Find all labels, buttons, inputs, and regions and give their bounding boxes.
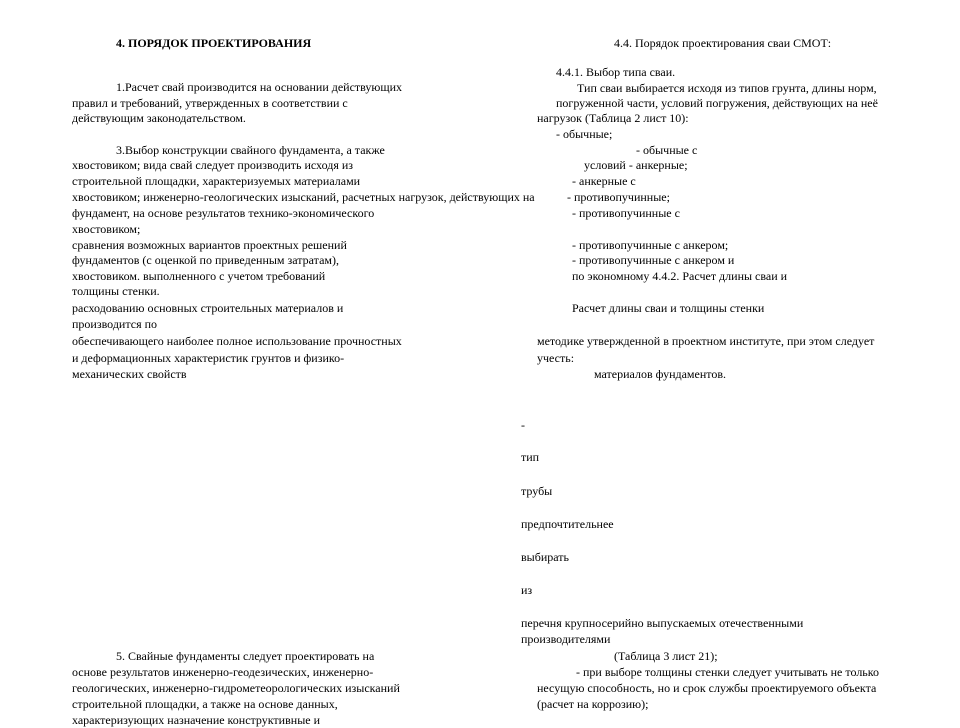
- right-word: тип: [521, 450, 540, 464]
- right-word: трубы: [521, 484, 553, 498]
- right-list-item: - обычные с: [636, 143, 698, 157]
- right-p3-line: несущую способность, но и срок службы проектируемого объекта: [537, 681, 877, 695]
- left-p3-line: и деформационных характеристик грунтов и физико-: [72, 351, 345, 365]
- right-p3-line: (Таблица 3 лист 21);: [614, 649, 718, 663]
- right-list-item: по экономному 4.4.2. Расчет длины сваи и: [572, 269, 788, 283]
- right-word: -: [521, 418, 525, 432]
- left-p3-line: обеспечивающего наиболее полное использование прочностных: [72, 334, 402, 348]
- left-p3-line: механических свойств: [72, 367, 187, 381]
- left-p1-line: 1.Расчет свай производится на основании действующих: [116, 80, 403, 94]
- right-list-item: - противопучинные с: [572, 206, 680, 220]
- right-p1-line: - обычные;: [556, 127, 613, 141]
- left-p3-line: расходованию основных строительных материалов и: [72, 301, 344, 315]
- right-p2-line: учесть:: [537, 351, 575, 365]
- right-p1-line: нагрузок (Таблица 2 лист 10):: [537, 111, 689, 125]
- right-list-item: Расчет длины сваи и толщины стенки: [572, 301, 765, 315]
- left-p3-line: хвостовиком;: [72, 222, 141, 236]
- left-p5-line: геологических, инженерно-гидрометеорологических изысканий: [72, 681, 400, 695]
- right-word: из: [521, 583, 533, 597]
- right-p3-line: производителями: [521, 632, 611, 646]
- left-p3-line: хвостовиком; инженерно-геологических изысканий, расчетных нагрузок, действующих на: [72, 190, 535, 204]
- right-word: предпочтительнее: [521, 517, 614, 531]
- left-p3-line: фундаментов (с оценкой по приведенным затратам),: [72, 253, 339, 267]
- left-p1-line: действующим законодательством.: [72, 111, 246, 125]
- left-p5-line: основе результатов инженерно-геодезических, инженерно-: [72, 665, 374, 679]
- right-subheading: 4.4.1. Выбор типа сваи.: [556, 65, 676, 79]
- left-p5-line: 5. Свайные фундаменты следует проектировать на: [116, 649, 375, 663]
- left-p3-line: строительной площадки, характеризуемых материалами: [72, 174, 361, 188]
- right-p1-line: Тип сваи выбирается исходя из типов грунта, длины норм,: [577, 81, 877, 95]
- left-p5-line: строительной площадки, а также на основе данных,: [72, 697, 338, 711]
- left-p3-line: хвостовиком. выполненного с учетом требований: [72, 269, 326, 283]
- right-word: выбирать: [521, 550, 569, 564]
- left-p3-line: сравнения возможных вариантов проектных решений: [72, 238, 347, 252]
- left-p3-line: хвостовиком; вида свай следует производить исходя из: [72, 158, 354, 172]
- right-list-item: условий - анкерные;: [584, 158, 688, 172]
- right-list-item: - противопучинные;: [567, 190, 670, 204]
- right-p1-line: погруженной части, условий погружения, действующих на неё: [556, 96, 878, 110]
- right-list-item: - противопучинные с анкером;: [572, 238, 729, 252]
- left-p3-line: 3.Выбор конструкции свайного фундамента, а также: [116, 143, 385, 157]
- right-p2-line: методике утвержденной в проектном институте, при этом следует: [537, 334, 875, 348]
- left-p1-line: правил и требований, утвержденных в соответствии с: [72, 96, 348, 110]
- right-p2-line: материалов фундаментов.: [594, 367, 727, 381]
- right-list-item: - анкерные с: [572, 174, 636, 188]
- right-list-item: - противопучинные с анкером и: [572, 253, 735, 267]
- right-p3-line: (расчет на коррозию);: [537, 697, 649, 711]
- left-p3-line: производится по: [72, 317, 158, 331]
- left-p5-line: характеризующих назначение конструктивные и: [72, 713, 320, 727]
- left-heading: 4. ПОРЯДОК ПРОЕКТИРОВАНИЯ: [116, 36, 312, 50]
- left-p3-line: толщины стенки.: [72, 284, 160, 298]
- right-p3-line: перечня крупносерийно выпускаемых отечественными: [521, 616, 804, 630]
- left-p3-line: фундамент, на основе результатов технико-экономического: [72, 206, 375, 220]
- right-p3-line: - при выборе толщины стенки следует учитывать не только: [576, 665, 879, 679]
- right-heading: 4.4. Порядок проектирования сваи СМОТ:: [614, 36, 832, 50]
